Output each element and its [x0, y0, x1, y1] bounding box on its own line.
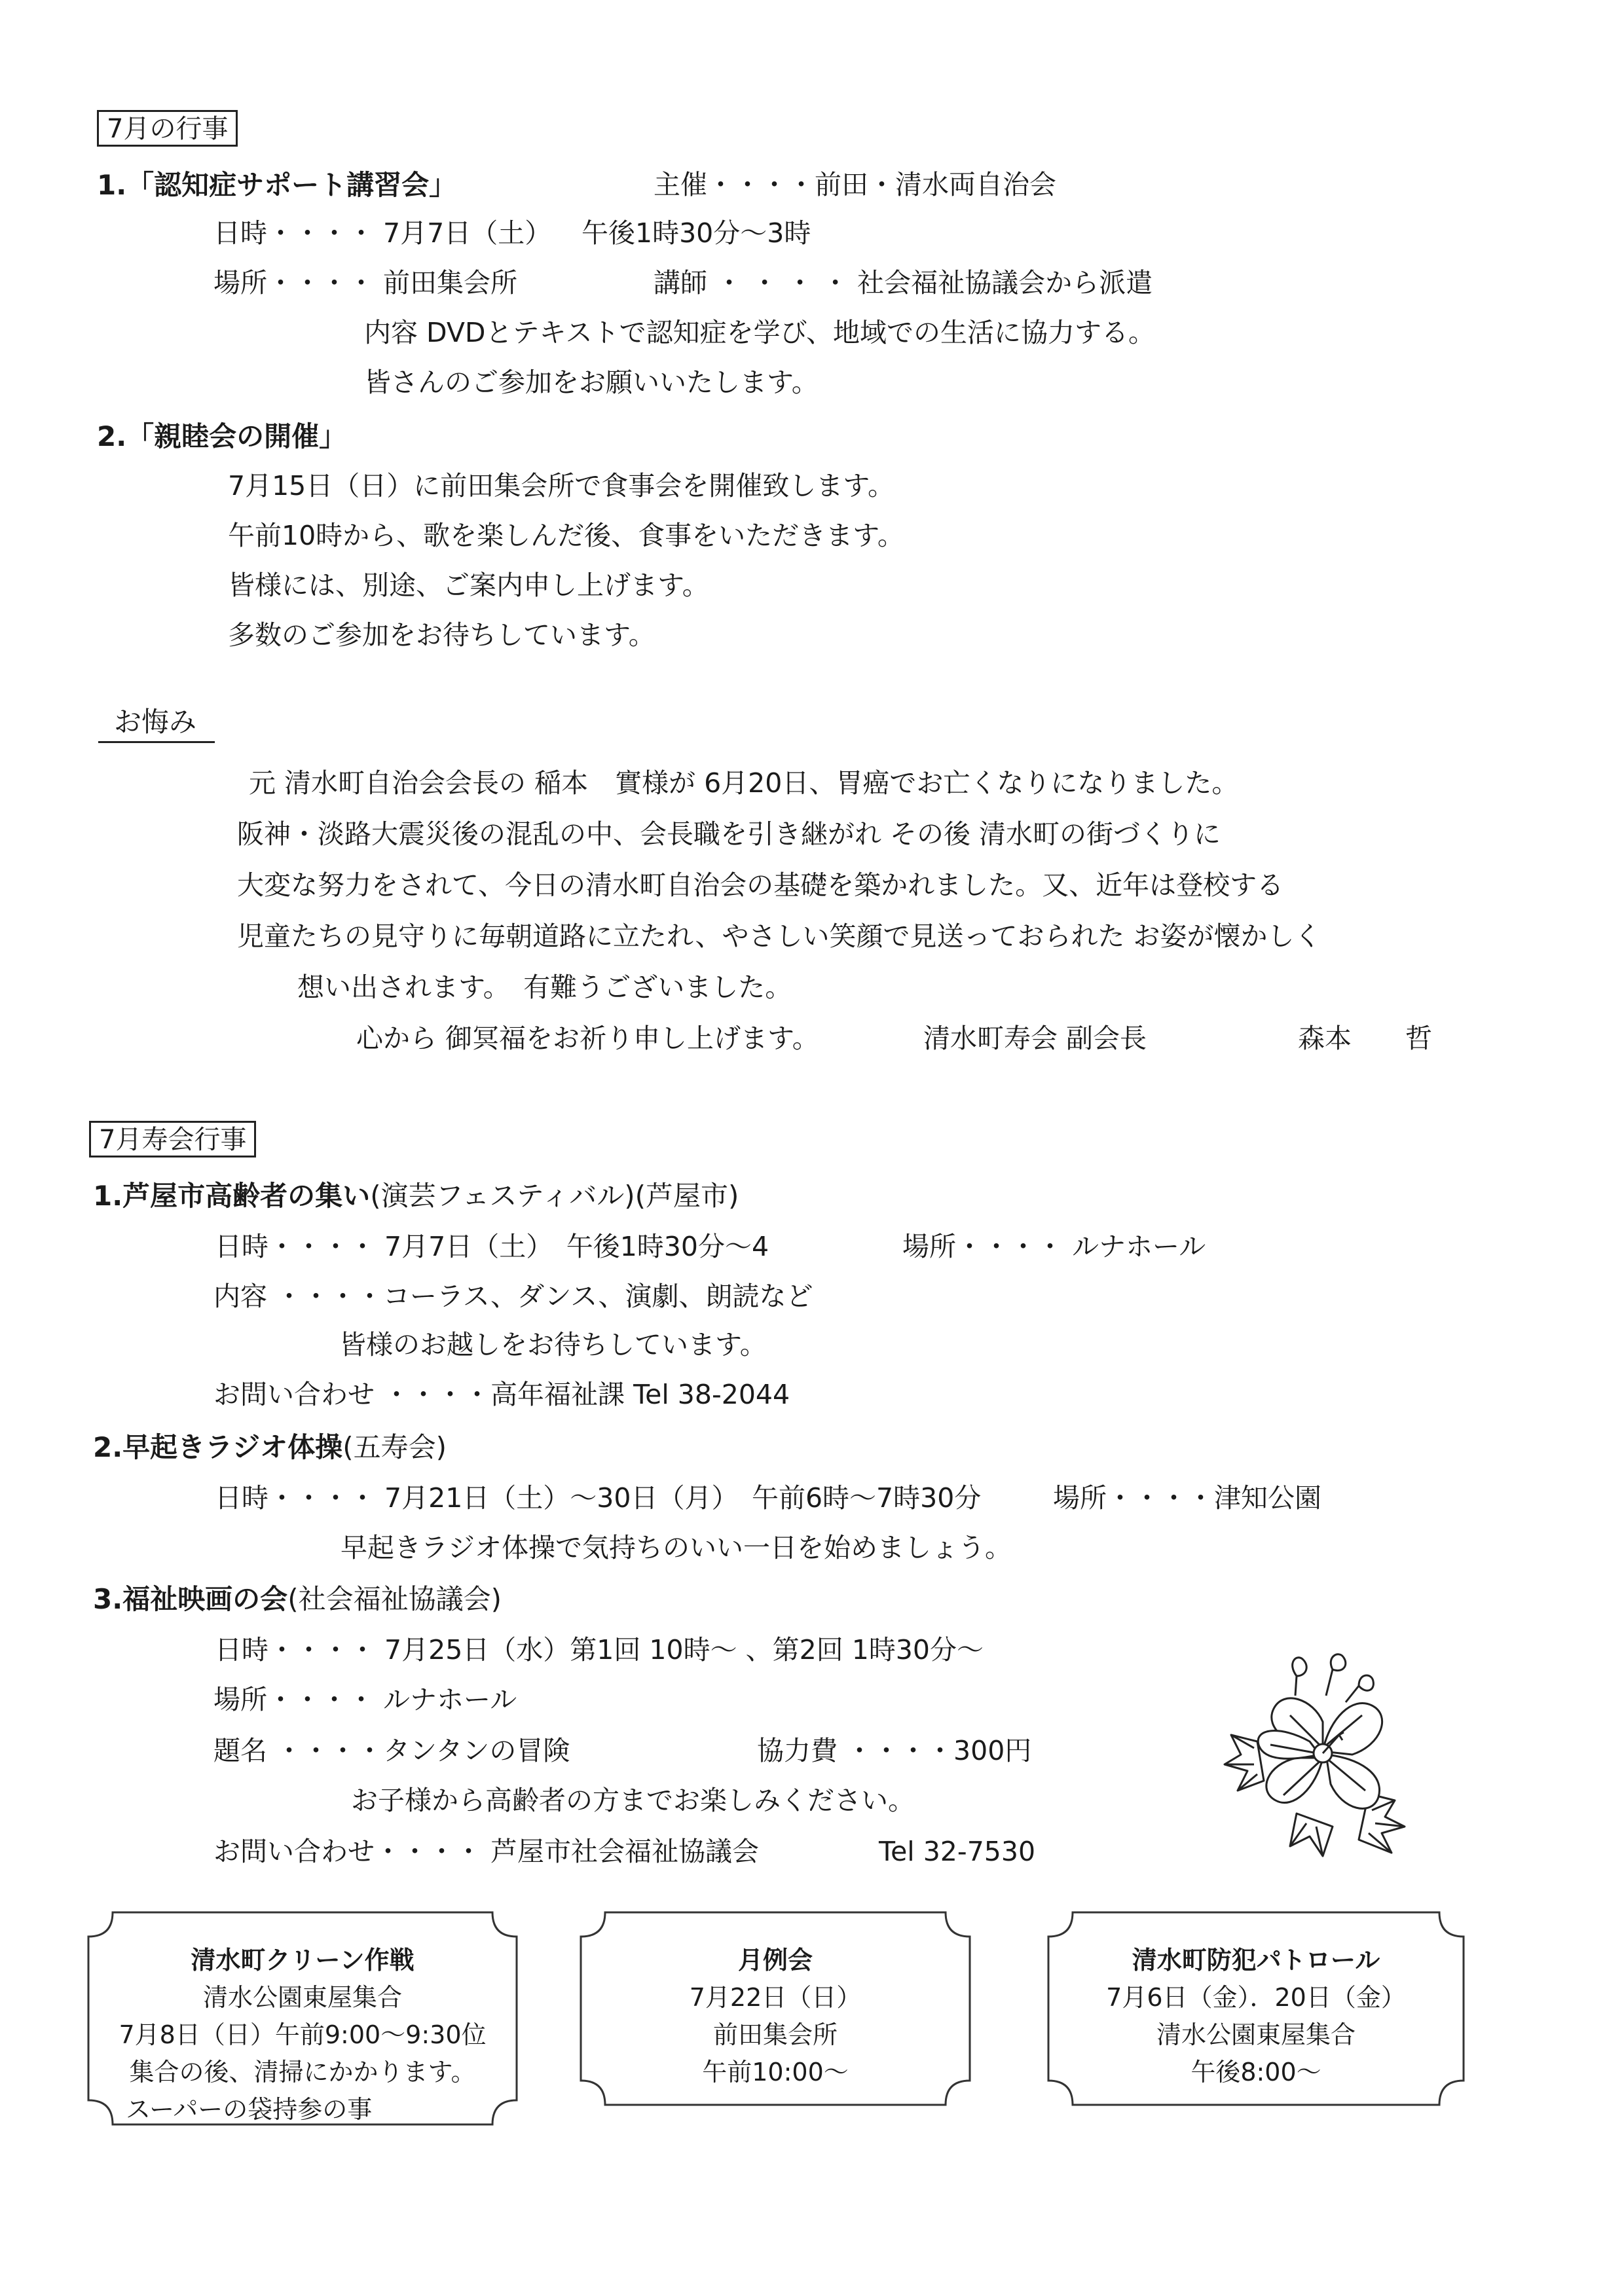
condolence-line2: 阪神・淡路大震災後の混乱の中、会長職を引き継がれ その後 清水町の街づくりに	[237, 818, 1221, 850]
condolence-line4: 児童たちの見守りに毎朝道路に立たれ、やさしい笑顔で見送っておられた お姿が懐かしく	[237, 920, 1321, 952]
july-events-heading: 7月の行事	[97, 110, 238, 147]
card-meeting-line1: 7月22日（日）	[689, 1983, 862, 2012]
event2-line2: 午前10時から、歌を楽しんだ後、食事をいただきます。	[228, 520, 904, 551]
card-patrol-line3: 午後8:00〜	[1190, 2058, 1321, 2086]
card-patrol-title: 清水町防犯パトロール	[1132, 1946, 1380, 1975]
condolence-line5: 想い出されます。 有難うございました。	[297, 972, 792, 1003]
condolence-signer-title: 清水町寿会 副会長	[923, 1023, 1147, 1054]
condolence-heading: お悔み	[98, 708, 215, 743]
k-event1-contact: お問い合わせ ・・・・高年福祉課 Tel 38-2044	[213, 1379, 790, 1410]
event1-organizer: 主催・・・・前田・清水両自治会	[654, 169, 1056, 200]
k-event3-datetime: 日時・・・・ 7月25日（水）第1回 10時〜 、第2回 1時30分〜	[215, 1634, 984, 1666]
card-patrol-line2: 清水公園東屋集合	[1156, 2020, 1356, 2049]
condolence-line3: 大変な努力をされて、今日の清水町自治会の基礎を築かれました。又、近年は登校する	[237, 869, 1284, 901]
k-event2-subtitle: (五寿会)	[342, 1431, 447, 1463]
k-event1-title: 1.芦屋市高齢者の集い	[93, 1180, 371, 1212]
k-event1-subtitle: (演芸フェスティバル)(芦屋市)	[370, 1180, 739, 1212]
k-event1-invite: 皆様のお越しをお待ちしています。	[339, 1329, 767, 1360]
k-event3-invite: お子様から高齢者の方までお楽しみください。	[351, 1785, 915, 1816]
card-clean-operation	[86, 1910, 519, 2126]
condolence-signer-name: 森本 哲	[1298, 1023, 1432, 1054]
k-event3-contact: お問い合わせ・・・・ 芦屋市社会福祉協議会	[213, 1836, 760, 1867]
card-meeting-line3: 午前10:00〜	[702, 2058, 849, 2086]
k-event1-place: 場所・・・・ ルナホール	[902, 1231, 1206, 1262]
event1-time: 午後1時30分〜3時	[581, 217, 811, 249]
event1-title: 1.「認知症サポート講習会」	[97, 169, 457, 201]
k-event1-datetime: 日時・・・・ 7月7日（土） 午後1時30分〜4	[215, 1231, 769, 1262]
event1-place: 場所・・・・ 前田集会所	[213, 267, 518, 299]
event2-title: 2.「親睦会の開催」	[97, 420, 347, 452]
event1-datetime: 日時・・・・ 7月7日（土）	[213, 217, 552, 249]
hibiscus-illustration	[1218, 1650, 1434, 1866]
card-clean-line4: スーパーの袋持参の事	[126, 2095, 373, 2124]
card-monthly-meeting	[579, 1910, 972, 2107]
k-event3-title: 3.福祉映画の会	[93, 1583, 288, 1615]
card-clean-line3: 集合の後、清掃にかかります。	[129, 2058, 476, 2086]
event2-line4: 多数のご参加をお待ちしています。	[228, 619, 655, 651]
condolence-line1: 元 清水町自治会会長の 稲本 實様が 6月20日、胃癌でお亡くなりになりました。	[249, 767, 1239, 799]
k-event3-place: 場所・・・・ ルナホール	[213, 1684, 517, 1715]
k-event3-subtitle: (社会福祉協議会)	[287, 1583, 502, 1615]
card-clean-title: 清水町クリーン作戦	[191, 1946, 415, 1975]
k-event2-place: 場所・・・・津知公園	[1053, 1482, 1321, 1514]
k-event3-fee: 協力費 ・・・・300円	[757, 1735, 1032, 1766]
k-event3-tel: Tel 32-7530	[879, 1836, 1036, 1867]
k-event2-title: 2.早起きラジオ体操	[93, 1431, 343, 1463]
card-patrol-line1: 7月6日（金）．20日（金）	[1106, 1983, 1406, 2012]
condolence-line6: 心から 御冥福をお祈り申し上げます。	[356, 1023, 819, 1054]
card-crime-patrol	[1046, 1910, 1466, 2107]
k-event2-datetime: 日時・・・・ 7月21日（土）〜30日（月） 午前6時〜7時30分	[215, 1482, 982, 1514]
event1-lecturer: 講師 ・ ・ ・ ・ 社会福祉協議会から派遣	[654, 267, 1153, 299]
event2-line1: 7月15日（日）に前田集会所で食事会を開催致します。	[228, 470, 895, 501]
card-meeting-title: 月例会	[737, 1946, 813, 1975]
k-event3-film: 題名 ・・・・タンタンの冒険	[213, 1735, 570, 1766]
card-meeting-line2: 前田集会所	[712, 2020, 838, 2049]
k-event1-content: 内容 ・・・・コーラス、ダンス、演劇、朗読など	[213, 1281, 813, 1312]
k-event2-note: 早起きラジオ体操で気持ちのいい一日を始めましょう。	[341, 1532, 1012, 1563]
card-clean-line2: 7月8日（日）午前9:00〜9:30位	[119, 2020, 487, 2049]
kotobuki-events-heading: 7月寿会行事	[89, 1121, 256, 1157]
event1-invite: 皆さんのご参加をお願いいたします。	[364, 367, 819, 398]
event2-line3: 皆様には、別途、ご案内申し上げます。	[228, 570, 709, 601]
card-clean-line1: 清水公園東屋集合	[202, 1983, 402, 2012]
event1-content: 内容 DVDとテキストで認知症を学び、地域での生活に協力する。	[364, 317, 1156, 348]
